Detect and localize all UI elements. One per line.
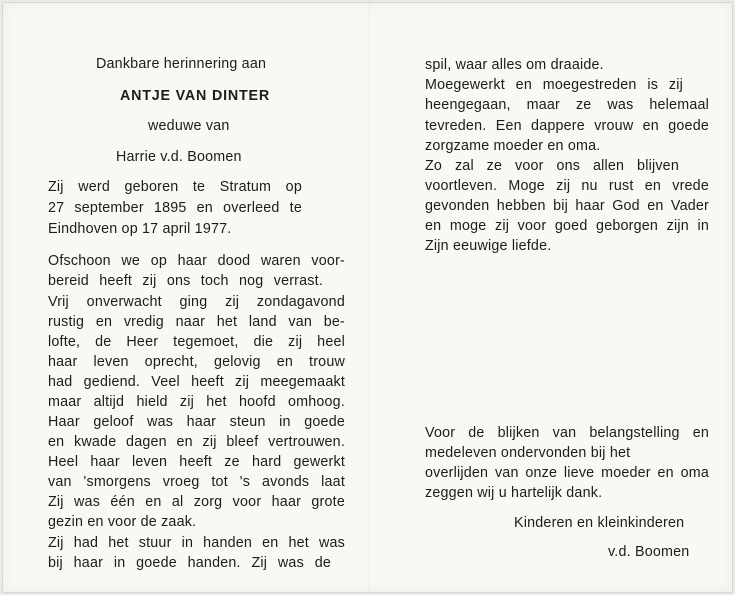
widow-of-line: weduwe van <box>148 118 230 134</box>
birth-line: 27 september 1895 en overleed te <box>48 200 302 216</box>
memorial-card <box>2 2 733 593</box>
poem-line: Vrij onverwacht ging zij zondagavond <box>48 294 345 310</box>
poem-line: Heel haar leven heeft ze hard gewerkt <box>48 454 345 470</box>
thanks-line: overlijden van onze lieve moeder en oma <box>425 465 709 481</box>
poem-line: Zijn eeuwige liefde. <box>425 238 552 254</box>
poem-line: bij haar in goede handen. Zij was de <box>48 555 331 571</box>
poem-line: Zij had het stuur in handen en het was <box>48 535 345 551</box>
poem-line: en moge zij voor goed geborgen zijn in <box>425 218 709 234</box>
poem-line: maar altijd hield zij het hoofd omhoog. <box>48 394 345 410</box>
poem-line: heengegaan, maar ze was helemaal <box>425 97 709 113</box>
poem-line: Ofschoon we op haar dood waren voor- <box>48 253 345 269</box>
poem-line: Moegewerkt en moegestreden is zij <box>425 77 683 93</box>
poem-line: haar leven oprecht, gelovig en trouw <box>48 354 345 370</box>
poem-line: Zij was één en al zorg voor haar grote <box>48 494 345 510</box>
poem-line: spil, waar alles om draaide. <box>425 57 604 73</box>
poem-line: had gediend. Veel heeft zij meegemaakt <box>48 374 345 390</box>
thanks-line: zeggen wij u hartelijk dank. <box>425 485 603 501</box>
poem-line: zorgzame moeder en oma. <box>425 138 601 154</box>
poem-line: gezin en voor de zaak. <box>48 514 197 530</box>
thanks-line: Voor de blijken van belangstelling en <box>425 425 709 441</box>
poem-line: en kwade dagen en zij bleef vertrouwen. <box>48 434 345 450</box>
poem-line: bereid heeft zij ons toch nog verrast. <box>48 273 323 289</box>
deceased-name: ANTJE VAN DINTER <box>120 88 270 104</box>
card-fold <box>369 3 370 592</box>
signature-family: Kinderen en kleinkinderen <box>514 515 685 531</box>
intro-line: Dankbare herinnering aan <box>96 56 267 72</box>
thanks-line: medeleven ondervonden bij het <box>425 445 631 461</box>
husband-name: Harrie v.d. Boomen <box>116 149 242 165</box>
poem-line: lofte, de Heer tegemoet, die zij heel <box>48 334 345 350</box>
poem-line: gevonden hebben bij haar God en Vader <box>425 198 709 214</box>
poem-line: tevreden. Een dappere vrouw en goede <box>425 118 709 134</box>
birth-line: Eindhoven op 17 april 1977. <box>48 221 232 237</box>
poem-line: Haar geloof was haar steun in goede <box>48 414 345 430</box>
poem-line: van 'smorgens vroeg tot 's avonds laat <box>48 474 345 490</box>
signature-surname: v.d. Boomen <box>608 544 690 560</box>
poem-line: rustig en vredig naar het land van be- <box>48 314 345 330</box>
poem-line: Zo zal ze voor ons allen blijven <box>425 158 679 174</box>
birth-line: Zij werd geboren te Stratum op <box>48 179 302 195</box>
poem-line: voortleven. Moge zij nu rust en vrede <box>425 178 709 194</box>
